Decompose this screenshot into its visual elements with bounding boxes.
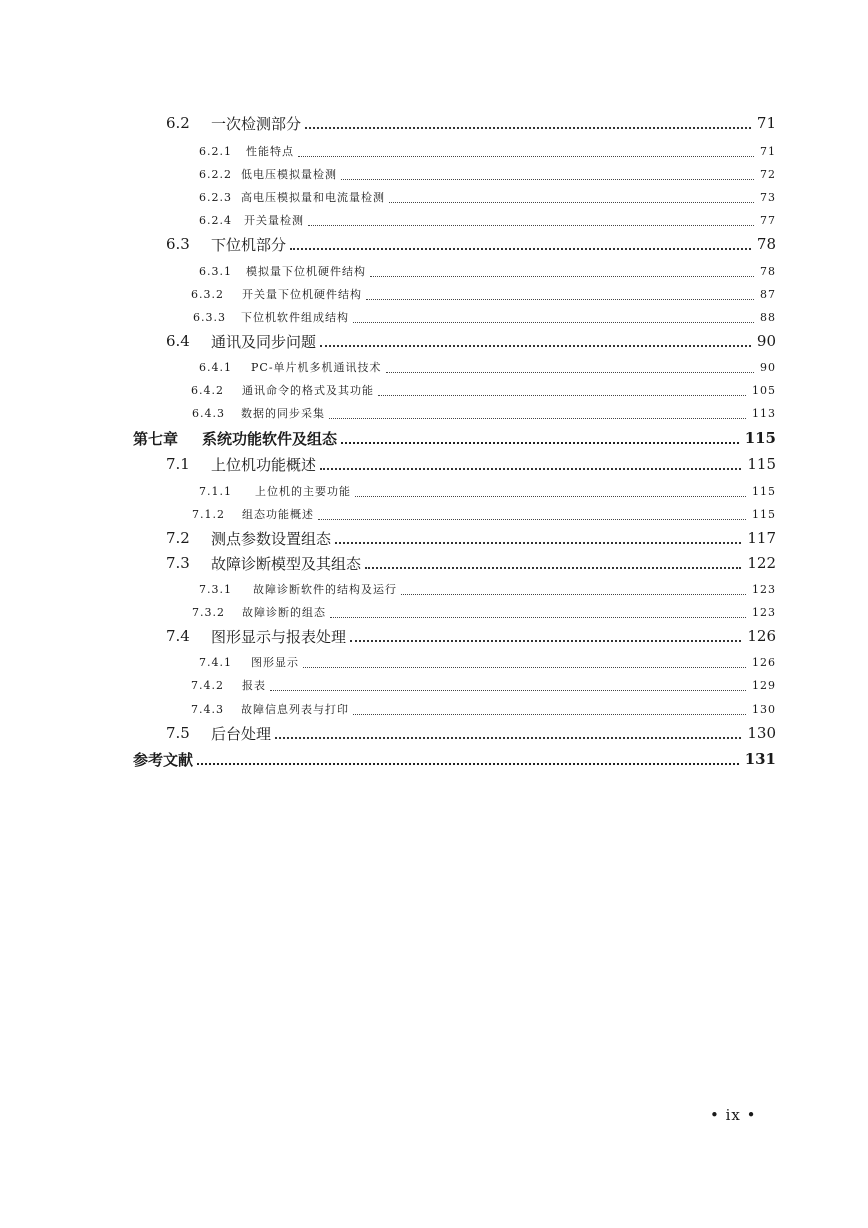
- toc-entry: [0, 187, 868, 207]
- toc-entry-number: 7.4.1: [199, 655, 232, 669]
- toc-entry-number: 7.4.2: [191, 678, 224, 692]
- toc-entry-page: 71: [760, 144, 776, 158]
- toc-entry-page: 71: [756, 114, 776, 132]
- toc-entry: [0, 675, 868, 695]
- toc-leader-dots: [378, 385, 746, 396]
- toc-entry-number: 6.3.1: [199, 264, 232, 278]
- toc-entry-page: 131: [744, 750, 776, 768]
- toc-entry: [0, 428, 868, 448]
- toc-entry-title: 上位机功能概述: [211, 455, 317, 474]
- toc-entry-number: 6.3.3: [193, 310, 226, 324]
- toc-leader-dots: [353, 312, 754, 323]
- toc-entry: [0, 481, 868, 501]
- toc-entry-title: 故障诊断软件的结构及运行: [253, 583, 397, 596]
- toc-leader-dots: [298, 146, 754, 157]
- toc-entry-number: 7.4: [166, 627, 190, 645]
- toc-entry-number: 6.2.3: [199, 190, 232, 204]
- toc-leader-dots: [197, 753, 739, 765]
- toc-entry-title: 上位机的主要功能: [255, 485, 351, 498]
- toc-entry: [0, 626, 868, 646]
- toc-entry: [0, 528, 868, 548]
- toc-entry: [0, 723, 868, 743]
- toc-entry-title: 高电压模拟量和电流量检测: [241, 191, 385, 204]
- toc-entry-page: 123: [752, 582, 776, 596]
- toc-leader-dots: [341, 169, 754, 180]
- toc-entry-title: 报表: [242, 679, 266, 692]
- toc-entry-number: 6.4.3: [192, 406, 225, 420]
- toc-leader-dots: [290, 238, 751, 250]
- toc-entry-page: 123: [752, 605, 776, 619]
- toc-entry-number: 7.4.3: [191, 702, 224, 716]
- toc-entry-page: 72: [760, 167, 776, 181]
- toc-entry-title: 系统功能软件及组态: [202, 429, 338, 448]
- toc-entry-page: 130: [747, 724, 776, 742]
- toc-entry-page: 117: [747, 529, 776, 547]
- toc-entry-number: 第七章: [133, 429, 179, 448]
- toc-entry-page: 87: [760, 287, 776, 301]
- toc-entry-title: 数据的同步采集: [241, 407, 325, 420]
- toc-entry: [0, 504, 868, 524]
- toc-entry-title: 下位机部分: [211, 235, 287, 254]
- toc-entry: [0, 602, 868, 622]
- toc-entry-title: 故障诊断模型及其组态: [211, 554, 362, 573]
- toc-entry-title: 后台处理: [211, 724, 272, 743]
- toc-entry-title: 模拟量下位机硬件结构: [246, 265, 366, 278]
- toc-leader-dots: [370, 266, 754, 277]
- toc-entry: [0, 141, 868, 161]
- toc-entry-title: 开关量下位机硬件结构: [242, 288, 362, 301]
- toc-leader-dots: [350, 630, 741, 642]
- toc-leader-dots: [303, 657, 746, 668]
- toc-entry: [0, 261, 868, 281]
- toc-entry-page: 126: [752, 655, 776, 669]
- toc-leader-dots: [386, 362, 754, 373]
- toc-entry: [0, 113, 868, 133]
- toc-entry-number: 6.3: [166, 235, 190, 253]
- toc-leader-dots: [320, 335, 751, 347]
- toc-entry-page: 105: [752, 383, 776, 397]
- toc-entry: [0, 331, 868, 351]
- toc-entry-title: 通讯及同步问题: [211, 332, 317, 351]
- toc-entry: [0, 454, 868, 474]
- toc-entry: [0, 357, 868, 377]
- toc-entry-number: 6.2.4: [199, 213, 232, 227]
- toc-leader-dots: [365, 557, 741, 569]
- toc-entry-number: 7.1.1: [199, 484, 232, 498]
- toc-entry-page: 129: [752, 678, 776, 692]
- toc-entry: [0, 380, 868, 400]
- toc-entry-title: 图形显示与报表处理: [211, 627, 347, 646]
- toc-entry-number: 7.1: [166, 455, 190, 473]
- toc-leader-dots: [275, 727, 741, 739]
- toc-entry: [0, 307, 868, 327]
- toc-leader-dots: [308, 215, 754, 226]
- toc-entry-number: 7.3: [166, 554, 190, 572]
- toc-entry-number: 6.4.2: [191, 383, 224, 397]
- toc-entry-title: 开关量检测: [244, 214, 304, 227]
- toc-leader-dots: [341, 432, 739, 444]
- toc-entry-page: 90: [760, 360, 776, 374]
- toc-entry-number: 7.1.2: [192, 507, 225, 521]
- toc-entry-page: 130: [752, 702, 776, 716]
- toc-entry-title: 测点参数设置组态: [211, 529, 332, 548]
- toc-entry-title: PC-单片机多机通讯技术: [251, 361, 382, 374]
- toc-entry-page: 90: [756, 332, 776, 350]
- toc-leader-dots: [320, 458, 741, 470]
- toc-entry: [0, 164, 868, 184]
- toc-entry: [0, 652, 868, 672]
- toc-entry-title: 下位机软件组成结构: [241, 311, 349, 324]
- toc-entry-number: 6.2: [166, 114, 190, 132]
- toc-entry-number: 6.3.2: [191, 287, 224, 301]
- toc-entry: [0, 579, 868, 599]
- toc-entry-title: 图形显示: [251, 656, 299, 669]
- toc-entry-page: 78: [756, 235, 776, 253]
- toc-leader-dots: [366, 289, 754, 300]
- toc-entry-number: 7.3.2: [192, 605, 225, 619]
- toc-entry-number: 6.4.1: [199, 360, 232, 374]
- toc-leader-dots: [270, 680, 746, 691]
- toc-entry-title: 组态功能概述: [242, 508, 314, 521]
- toc-leader-dots: [318, 509, 746, 520]
- toc-leader-dots: [389, 192, 754, 203]
- toc-entry-number: 6.2.1: [199, 144, 232, 158]
- toc-entry-title: 低电压模拟量检测: [241, 168, 337, 181]
- toc-entry: [0, 234, 868, 254]
- toc-entry-page: 115: [744, 429, 776, 447]
- toc-entry-title: 性能特点: [246, 145, 294, 158]
- toc-entry-title: 故障信息列表与打印: [241, 703, 349, 716]
- toc-entry-page: 78: [760, 264, 776, 278]
- toc-entry-page: 115: [752, 507, 776, 521]
- toc-leader-dots: [401, 584, 746, 595]
- toc-entry-page: 77: [760, 213, 776, 227]
- toc-entry-page: 122: [747, 554, 776, 572]
- toc-entry-number: 7.3.1: [199, 582, 232, 596]
- toc-leader-dots: [330, 607, 746, 618]
- toc-leader-dots: [305, 117, 751, 129]
- toc-leader-dots: [355, 486, 746, 497]
- toc-entry-number: 7.5: [166, 724, 190, 742]
- toc-leader-dots: [353, 704, 746, 715]
- page-folio: • ix •: [710, 1106, 757, 1124]
- toc-entry: [0, 553, 868, 573]
- toc-entry: [0, 403, 868, 423]
- toc-entry-number: 7.2: [166, 529, 190, 547]
- toc-entry-title: 参考文献: [133, 750, 194, 769]
- toc-leader-dots: [335, 532, 741, 544]
- toc-entry-page: 113: [752, 406, 776, 420]
- toc-entry: [0, 749, 868, 769]
- toc-entry: [0, 210, 868, 230]
- toc-entry-title: 故障诊断的组态: [242, 606, 326, 619]
- toc-entry-page: 88: [760, 310, 776, 324]
- toc-entry-page: 115: [747, 455, 776, 473]
- toc-leader-dots: [329, 408, 746, 419]
- toc-entry-page: 126: [747, 627, 776, 645]
- toc-entry-title: 通讯命令的格式及其功能: [242, 384, 374, 397]
- toc-entry: [0, 699, 868, 719]
- toc-entry-page: 73: [760, 190, 776, 204]
- toc-entry: [0, 284, 868, 304]
- toc-entry-number: 6.2.2: [199, 167, 232, 181]
- toc-entry-number: 6.4: [166, 332, 190, 350]
- toc-entry-page: 115: [752, 484, 776, 498]
- toc-entry-title: 一次检测部分: [211, 114, 302, 133]
